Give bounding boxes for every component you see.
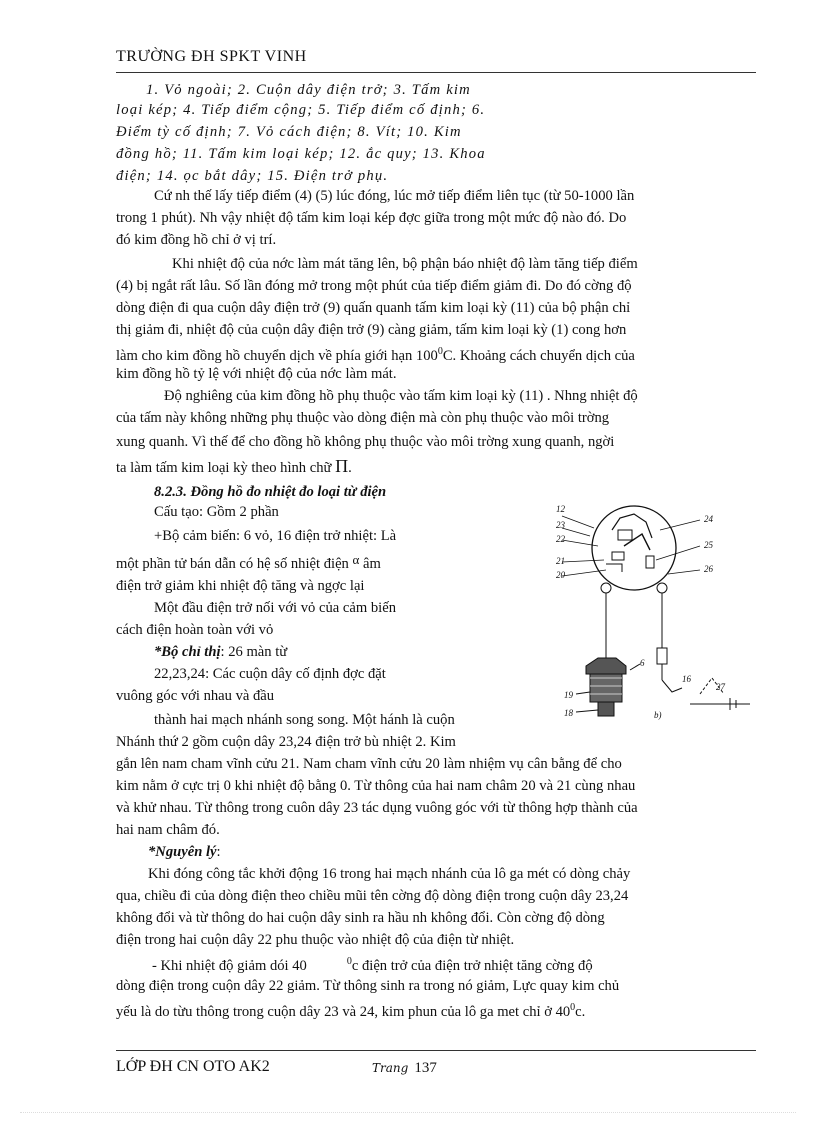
- body-line: điện trong hai cuộn dây 22 phu thuộc vào nhiệt độ của điện từ nhiệt.: [116, 932, 515, 948]
- body-line: *Nguyên lý:: [148, 844, 221, 860]
- body-line: cách điện hoàn toàn với vỏ: [116, 622, 274, 638]
- caption-line-5: điện; 14. ọc bắt dây; 15. Điện trở phụ.: [116, 168, 389, 184]
- figure-label: 27: [716, 682, 725, 692]
- footer-divider: [116, 1050, 756, 1051]
- body-line: thành hai mạch nhánh song song. Một hánh là cuộn: [154, 712, 455, 728]
- body-line: gắn lên nam cham vĩnh cửu 21. Nam cham vĩnh cửu 20 làm nhiệm vụ cân bằng để cho: [116, 756, 622, 772]
- body-line: - Khi nhiệt độ giảm dói 40 $^0$c điện trở của điện trở nhiệt tăng cờng độ: [152, 956, 593, 974]
- body-line: yếu là do từu thông trong cuộn dây 23 và 24, kim phun của lô ga met chỉ ở $40^0c$.: [116, 1002, 586, 1020]
- figure-label: 19: [564, 690, 573, 700]
- body-line: qua, chiều đi của dòng điện theo chiều mũi tên cờng độ dòng điện trong cuộn dây 23,24: [116, 888, 629, 904]
- body-line: kim nằm ở cực trị 0 khi nhiệt độ bằng 0. Từ thông của hai nam châm 20 và 21 cùng nhau: [116, 778, 636, 794]
- caption-line-4: đồng hồ; 11. Tấm kim loại kép; 12. ắc quy; 13. Khoa: [116, 146, 486, 162]
- body-line: làm cho kim đồng hồ chuyển dịch về phía giới hạn $100^0C$. Khoảng cách chuyển dịch của: [116, 346, 635, 364]
- body-line: Một đầu điện trở nối với vỏ của cảm biến: [154, 600, 396, 616]
- body-line: +Bộ cảm biến: 6 vỏ, 16 điện trở nhiệt: Là: [154, 528, 397, 544]
- body-line: hai nam châm đó.: [116, 822, 220, 838]
- body-line: vuông góc với nhau và đầu: [116, 688, 275, 704]
- figure-label: 16: [682, 674, 691, 684]
- figure-label: 6: [640, 658, 645, 668]
- figure-label: 22: [556, 534, 565, 544]
- page-edge: [20, 1112, 796, 1113]
- figure-label: 26: [704, 564, 713, 574]
- figure-label: 18: [564, 708, 573, 718]
- caption-line-3: Điểm tỳ cố định; 7. Vỏ cách điện; 8. Vít; 10. Kim: [116, 124, 462, 140]
- body-line: không đổi và từ thông do hai cuộn dây sinh ra hầu nh không đổi. Còn cờng độ dòng: [116, 910, 605, 926]
- body-line: 22,23,24: Các cuộn dây cố định đợc đặt: [154, 666, 386, 682]
- body-line: kim đồng hồ tỷ lệ với nhiệt độ của nớc làm mát.: [116, 366, 397, 382]
- figure-label: 12: [556, 504, 565, 514]
- body-line: thị giảm đi, nhiệt độ của cuộn dây điện trở (9) càng giảm, tấm kim loại kỳ (1) cong hơn: [116, 322, 627, 338]
- footer-class: LỚP ĐH CN OTO AK2: [116, 1058, 270, 1075]
- body-line: (4) bị ngắt rất lâu. Số lần đóng mở trong một phút của tiếp điểm giảm đi. Do đó cờng độ: [116, 278, 632, 294]
- caption-line-1: 1. Vỏ ngoài; 2. Cuộn dây điện trở; 3. Tấm kim: [146, 82, 471, 98]
- figure-label: 23: [556, 520, 565, 530]
- figure-label: 21: [556, 556, 565, 566]
- figure-label: 20: [556, 570, 565, 580]
- body-line: ta làm tấm kim loại kỳ theo hình chữ Π.: [116, 456, 352, 476]
- body-line: Nhánh thứ 2 gồm cuộn dây 23,24 điện trở bù nhiệt 2. Kim: [116, 734, 456, 750]
- body-line: một phần tử bán dẫn có hệ số nhiệt điện α âm: [116, 552, 381, 572]
- body-line: điện trở giảm khi nhiệt độ tăng và ngợc lại: [116, 578, 365, 594]
- body-line: xung quanh. Vì thế để cho đồng hồ không phụ thuộc vào môi trờng xung quanh, ngời: [116, 434, 615, 450]
- figure-label: 25: [704, 540, 713, 550]
- caption-line-2: loại kép; 4. Tiếp điểm cộng; 5. Tiếp điểm cố định; 6.: [116, 102, 486, 118]
- body-line: đó kim đồng hồ chỉ ở vị trí.: [116, 232, 277, 248]
- body-line: Khi đóng công tắc khởi động 16 trong hai mạch nhánh của lô ga mét có dòng chảy: [148, 866, 631, 882]
- body-line: trong 1 phút). Nh vậy nhiệt độ tấm kim loại kép đợc giữa trong một mức độ nào đó. Do: [116, 210, 627, 226]
- header-school: TRƯỜNG ĐH SPKT VINH: [116, 48, 307, 65]
- figure-label: 24: [704, 514, 713, 524]
- body-line: và khử nhau. Từ thông trong cuôn dây 23 tác dụng vuông góc với từ thông hợp thành của: [116, 800, 638, 816]
- body-line: Khi nhiệt độ của nớc làm mát tăng lên, bộ phận báo nhiệt độ làm tăng tiếp điểm: [172, 256, 638, 272]
- figure-label: b): [654, 710, 662, 720]
- body-line: *Bộ chỉ thị: 26 màn từ: [154, 644, 288, 660]
- body-line: Độ nghiêng của kim đồng hồ phụ thuộc vào tấm kim loại kỳ (11) . Nhng nhiệt độ: [164, 388, 638, 404]
- body-line: Cứ nh thế lấy tiếp điểm (4) (5) lúc đóng, lúc mở tiếp điểm liên tục (từ 50-1000 lần: [154, 188, 635, 204]
- gauge-housing: [592, 506, 676, 590]
- body-line: dòng điện trong cuộn dây 22 giảm. Từ thông sinh ra trong nó giảm, Lực quay kim chủ: [116, 978, 620, 994]
- body-line: của tấm này không những phụ thuộc vào dòng điện mà còn phụ thuộc vào môi trờng: [116, 410, 610, 426]
- body-line: dòng điện đi qua cuộn dây điện trở (9) quấn quanh tấm kim loại kỳ (11) của bộ phận chỉ: [116, 300, 631, 316]
- body-line: Cấu tạo: Gồm 2 phần: [154, 504, 279, 520]
- header-divider: [116, 72, 756, 73]
- gauge-circuit-diagram: [550, 494, 762, 730]
- page-number: Trang 137: [372, 1060, 437, 1076]
- section-heading: 8.2.3. Đồng hồ đo nhiệt đo loại từ điện: [154, 484, 387, 500]
